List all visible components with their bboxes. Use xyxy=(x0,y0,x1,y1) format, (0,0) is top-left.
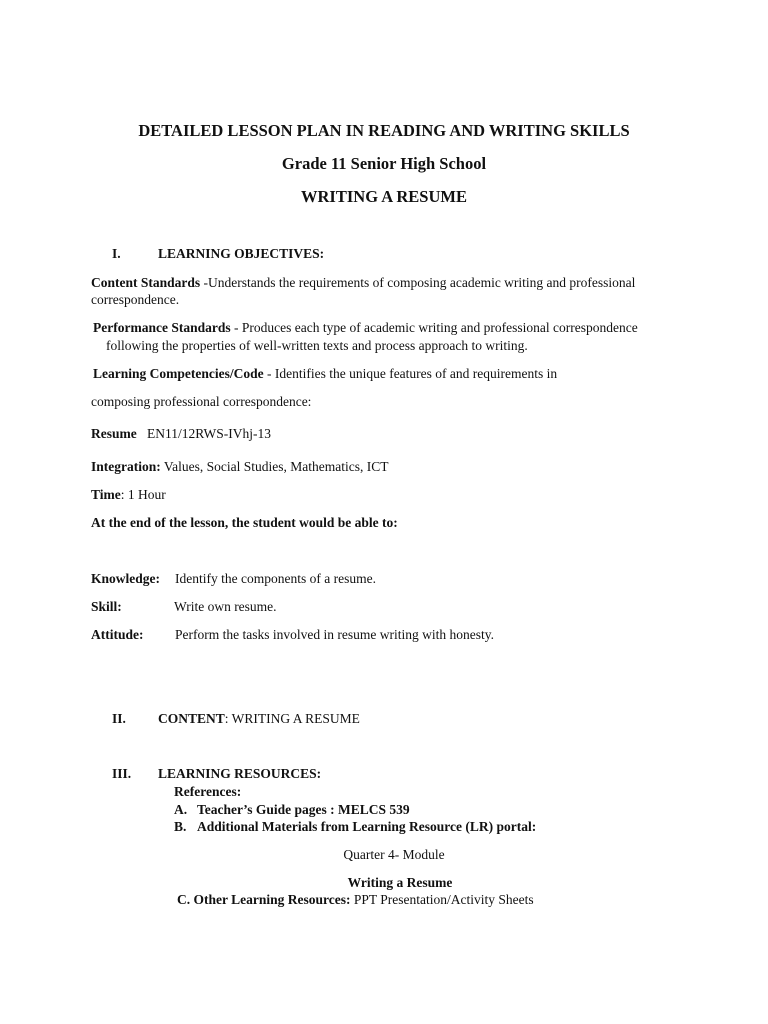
list-marker-a: A. xyxy=(174,802,188,817)
section-numeral: II. xyxy=(112,711,126,726)
performance-standards-label: Performance Standards xyxy=(93,320,231,335)
content-section xyxy=(158,711,360,727)
module-label: Quarter 4- Module xyxy=(343,847,445,862)
attitude-label: Attitude: xyxy=(91,627,144,642)
competencies-text: - Identifies the unique features of and requirements in xyxy=(263,366,558,381)
resume-label: Resume xyxy=(91,426,137,441)
section-heading: LEARNING OBJECTIVES: xyxy=(158,246,325,261)
list-marker-b: B. xyxy=(174,819,187,834)
time-label: Time xyxy=(91,487,121,502)
module-title: Writing a Resume xyxy=(347,875,453,890)
content-standards-continued: correspondence. xyxy=(91,292,180,307)
content-heading: CONTENT xyxy=(158,711,225,726)
section-numeral: III. xyxy=(112,766,132,781)
competencies-continued: composing professional correspondence: xyxy=(91,394,312,409)
performance-standards-continued: following the properties of well-written texts and process approach to writing. xyxy=(106,338,528,353)
grade-level: Grade 11 Senior High School xyxy=(281,154,487,173)
attitude-text: Perform the tasks involved in resume writing with honesty. xyxy=(175,627,494,642)
lesson-topic: WRITING A RESUME xyxy=(301,187,467,206)
learning-competencies xyxy=(93,366,557,382)
content-standards-label: Content Standards xyxy=(91,275,201,290)
skill-label: Skill: xyxy=(91,599,122,614)
section-numeral: I. xyxy=(112,246,121,261)
integration-text: Values, Social Studies, Mathematics, ICT xyxy=(160,459,389,474)
content-standards xyxy=(91,275,635,291)
references-label: References: xyxy=(174,784,242,799)
additional-materials: Additional Materials from Learning Resource (LR) portal: xyxy=(197,819,537,834)
teachers-guide: Teacher’s Guide pages : MELCS 539 xyxy=(197,802,410,817)
knowledge-text: Identify the components of a resume. xyxy=(175,571,376,586)
time-text: : 1 Hour xyxy=(120,487,166,502)
resume-code: EN11/12RWS-IVhj-13 xyxy=(147,426,271,441)
integration xyxy=(91,459,388,475)
knowledge-label: Knowledge: xyxy=(91,571,160,586)
skill-text: Write own resume. xyxy=(174,599,277,614)
integration-label: Integration: xyxy=(91,459,161,474)
performance-standards xyxy=(93,320,638,336)
end-of-lesson-statement: At the end of the lesson, the student would be able to: xyxy=(91,515,398,530)
resources-heading: LEARNING RESOURCES: xyxy=(158,766,322,781)
performance-standards-text: - Produces each type of academic writing and professional correspondence xyxy=(230,320,638,335)
other-resources xyxy=(177,892,534,908)
other-resources-label: C. Other Learning Resources: xyxy=(177,892,351,907)
content-text: : WRITING A RESUME xyxy=(224,711,360,726)
content-standards-text: -Understands the requirements of composing academic writing and professional xyxy=(200,275,636,290)
time xyxy=(91,487,166,503)
other-resources-text: PPT Presentation/Activity Sheets xyxy=(350,892,534,907)
document-title: DETAILED LESSON PLAN IN READING AND WRITING SKILLS xyxy=(138,121,630,140)
competencies-label: Learning Competencies/Code xyxy=(93,366,264,381)
